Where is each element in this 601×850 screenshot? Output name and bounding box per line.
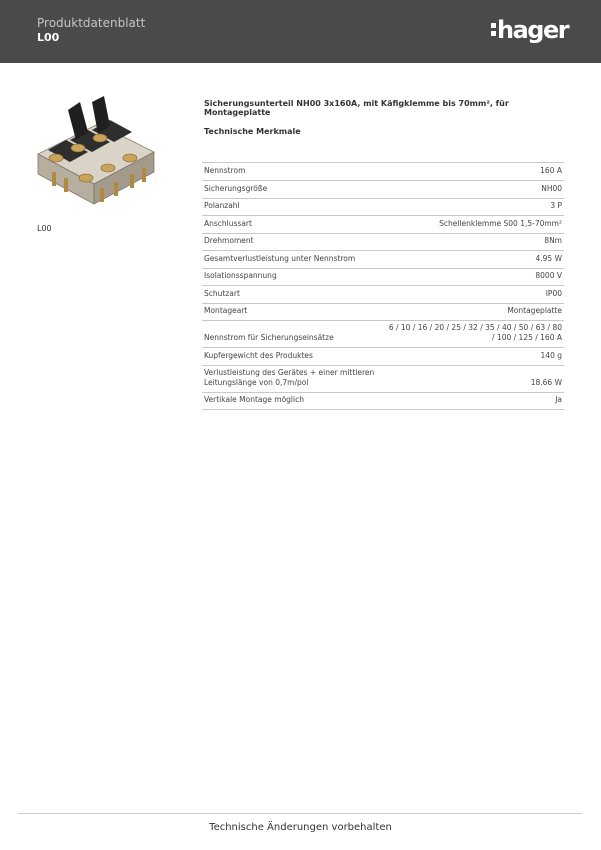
- footer-note: Technische Änderungen vorbehalten: [209, 822, 392, 833]
- spec-value: 140 g: [386, 348, 564, 366]
- product-image: [30, 92, 160, 217]
- spec-row: [202, 366, 564, 393]
- spec-row: [202, 393, 564, 410]
- spec-label: Isolationsspannung: [202, 269, 386, 286]
- spec-row: [202, 199, 564, 216]
- brand-logo: [491, 16, 568, 44]
- spec-value: 6 / 10 / 16 / 20 / 25 / 32 / 35 / 40 / 50 / 63 / 80 / 100 / 125 / 160 A: [386, 321, 564, 348]
- spec-label: Vertikale Montage möglich: [202, 393, 386, 410]
- spec-value: IP00: [386, 286, 564, 304]
- spec-label: Polanzahl: [202, 199, 386, 216]
- spec-row: [202, 234, 564, 251]
- spec-table: [202, 162, 564, 410]
- spec-value: Schellenklemme S00 1,5-70mm²: [386, 216, 564, 234]
- spec-value: NH00: [386, 181, 564, 199]
- document-type: Produktdatenblatt: [37, 16, 146, 30]
- spec-value: 18.66 W: [386, 366, 564, 393]
- spec-label: Montageart: [202, 304, 386, 321]
- spec-label: Drehmoment: [202, 234, 386, 251]
- spec-label: Schutzart: [202, 286, 386, 304]
- image-caption: L00: [37, 224, 52, 233]
- spec-value: 8Nm: [386, 234, 564, 251]
- spec-row: [202, 163, 564, 181]
- spec-label: Gesamtverlustleistung unter Nennstrom: [202, 251, 386, 269]
- spec-label: Nennstrom für Sicherungseinsätze: [202, 321, 386, 348]
- footer-divider: [18, 813, 582, 814]
- spec-label: Kupfergewicht des Produktes: [202, 348, 386, 366]
- spec-value: 8000 V: [386, 269, 564, 286]
- product-title: Sicherungsunterteil NH00 3x160A, mit Käfigklemme bis 70mm², für Montageplatte: [204, 99, 509, 117]
- spec-label: Anschlussart: [202, 216, 386, 234]
- spec-value: 160 A: [386, 163, 564, 181]
- spec-label: Nennstrom: [202, 163, 386, 181]
- brand-name: hager: [497, 16, 569, 44]
- section-title: Technische Merkmale: [204, 127, 301, 136]
- spec-value: 3 P: [386, 199, 564, 216]
- spec-row: [202, 286, 564, 304]
- spec-value: Montageplatte: [386, 304, 564, 321]
- spec-row: [202, 216, 564, 234]
- header-bar: [0, 0, 601, 63]
- spec-row: [202, 269, 564, 286]
- spec-label: Sicherungsgröße: [202, 181, 386, 199]
- spec-value: Ja: [386, 393, 564, 410]
- spec-row: [202, 348, 564, 366]
- spec-value: 4.95 W: [386, 251, 564, 269]
- spec-row: [202, 181, 564, 199]
- product-code: L00: [37, 31, 60, 44]
- spec-row: [202, 304, 564, 321]
- spec-label: Verlustleistung des Gerätes + einer mittleren Leitungslänge von 0,7m/pol: [202, 366, 386, 393]
- logo-dots-icon: [491, 21, 496, 37]
- spec-row: [202, 321, 564, 348]
- spec-row: [202, 251, 564, 269]
